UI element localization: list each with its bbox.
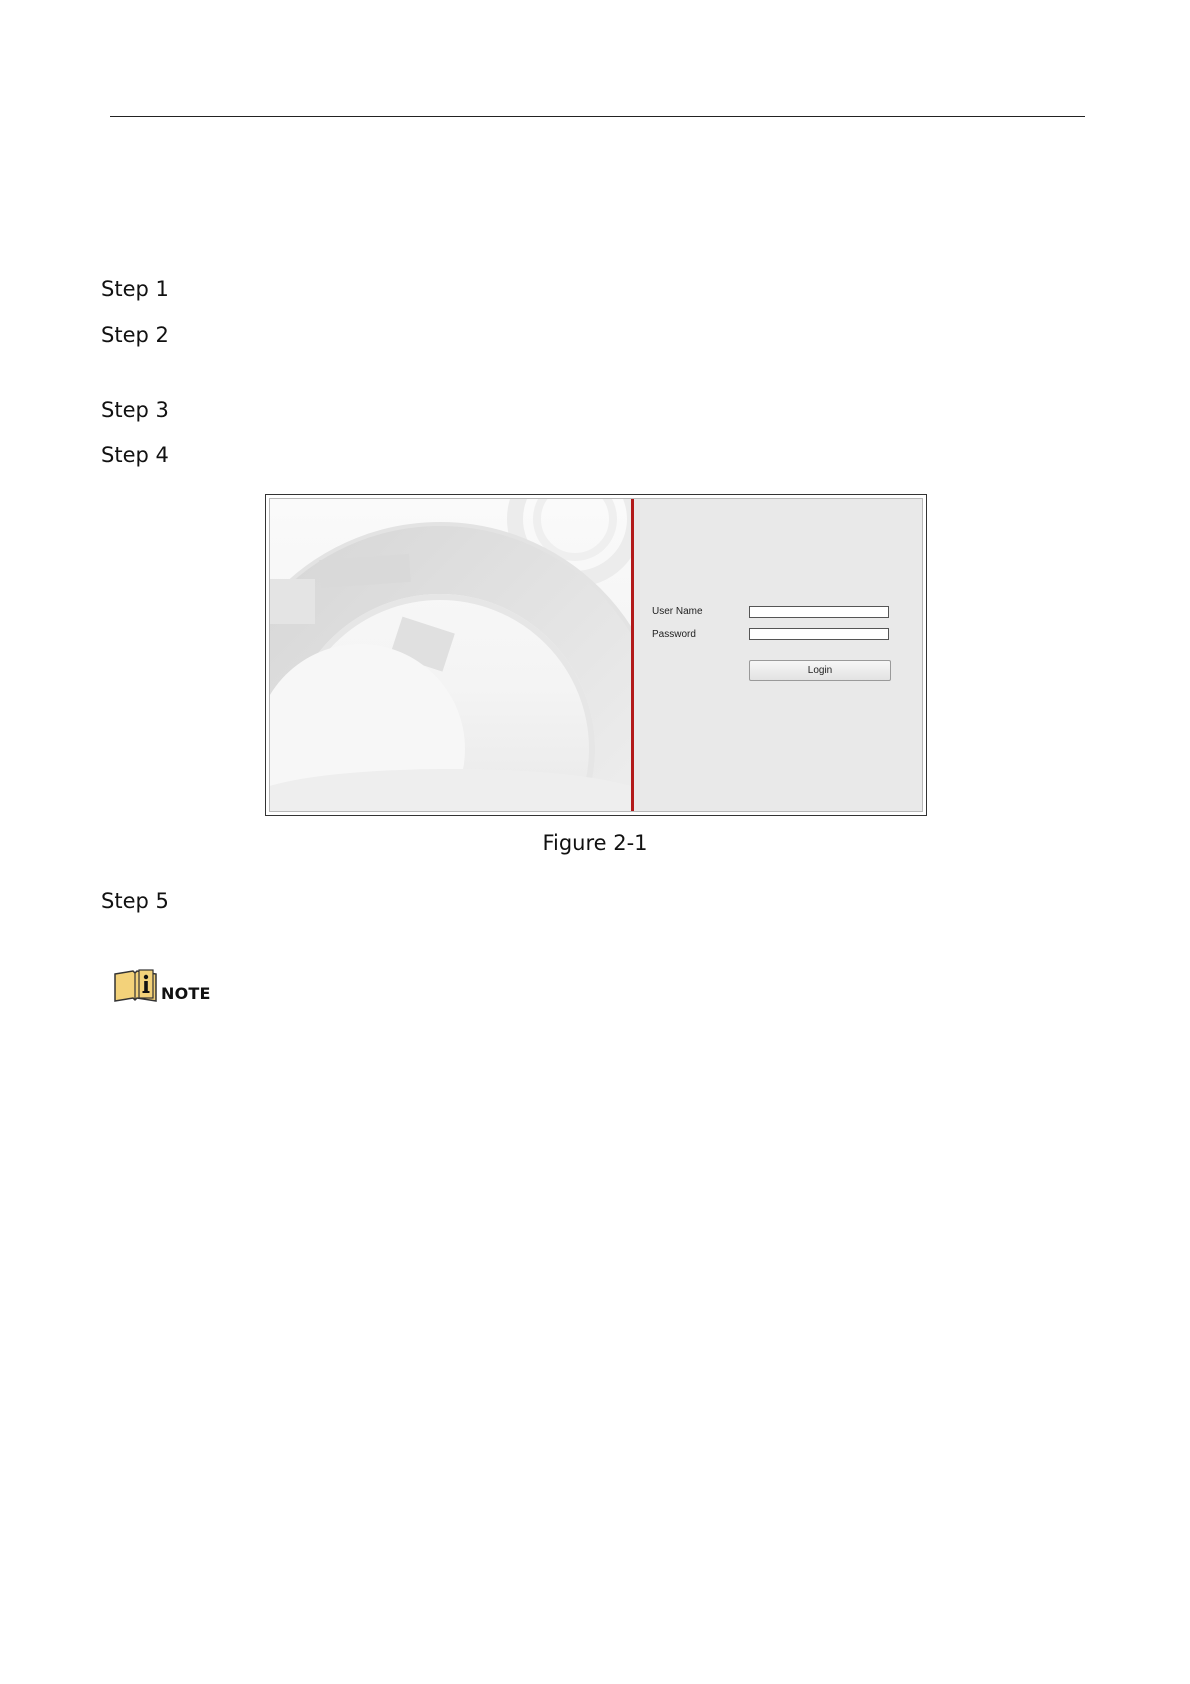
lens-ring-graphic [270, 499, 631, 811]
user-name-input[interactable] [749, 606, 889, 618]
note-info-book-icon [113, 968, 158, 1004]
password-input[interactable] [749, 628, 889, 640]
step-3-label: Step 3 [101, 398, 169, 422]
note-label: NOTE [161, 984, 211, 1003]
step-2-label: Step 2 [101, 323, 169, 347]
password-label: Password [652, 629, 696, 640]
login-screenshot-figure [265, 494, 927, 816]
step-5-label: Step 5 [101, 889, 169, 913]
figure-caption: Figure 2-1 [542, 831, 648, 855]
login-form-panel [634, 499, 922, 811]
header-rule [110, 116, 1085, 117]
login-window [269, 498, 923, 812]
login-button[interactable]: Login [749, 660, 891, 681]
login-background-art [270, 499, 631, 811]
step-4-label: Step 4 [101, 443, 169, 467]
step-1-label: Step 1 [101, 277, 169, 301]
user-name-label: User Name [652, 606, 703, 617]
